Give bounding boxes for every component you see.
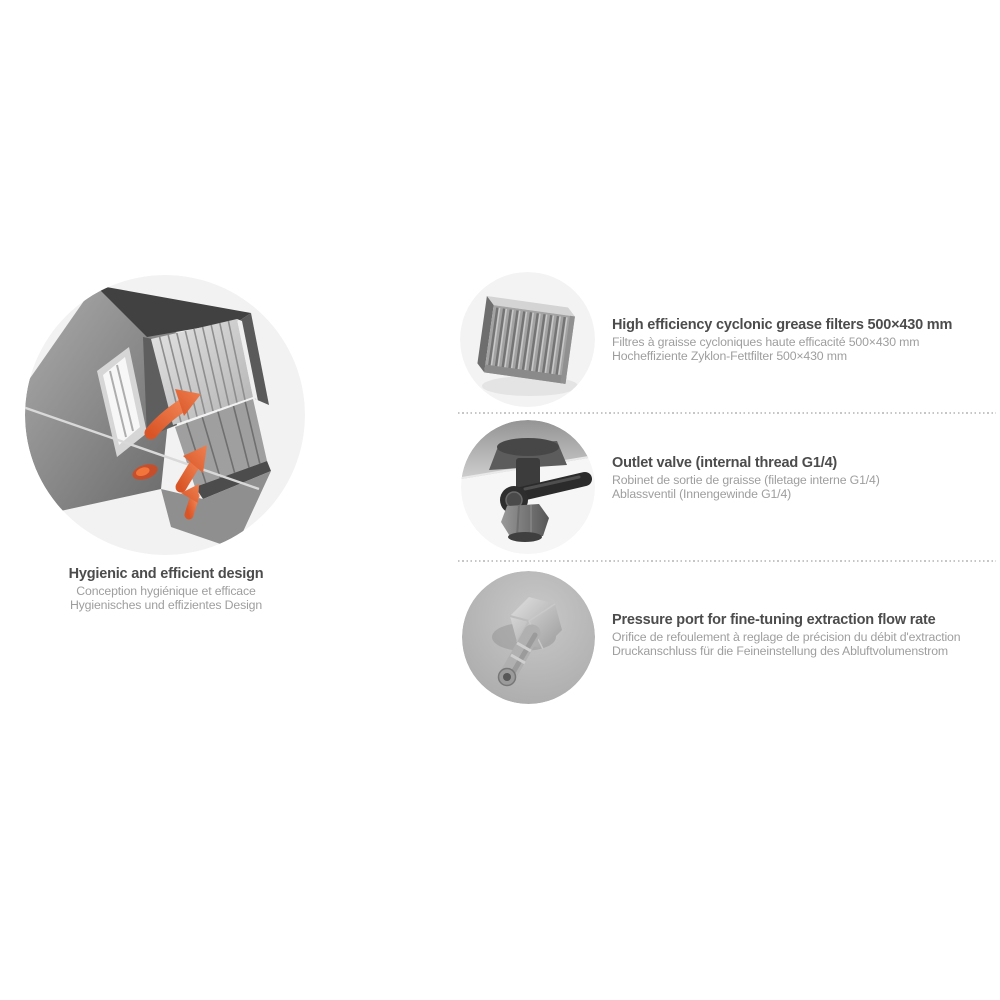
pressure-port-svg: [462, 571, 595, 704]
hero-caption: [18, 566, 314, 612]
pressure-port-photo: [462, 571, 595, 704]
feature-subtitle-de: Ablassventil (Innengewinde G1/4): [612, 486, 792, 501]
hood-airflow-illustration: [25, 275, 305, 555]
feature-subtitle-fr: Filtres à graisse cycloniques haute efficacité 500×430 mm: [612, 335, 920, 349]
feature-title: High efficiency cyclonic grease filters 500×430 mm: [612, 317, 953, 333]
feature-title: Pressure port for fine-tuning extraction flow rate: [612, 612, 936, 628]
grease-filter-svg: [460, 272, 595, 407]
feature-subtitle-fr: Robinet de sortie de graisse (filetage interne G1/4): [612, 473, 880, 487]
hero-subtitle-fr: Conception hygiénique et efficace: [76, 584, 256, 598]
feature-title: Outlet valve (internal thread G1/4): [612, 455, 838, 471]
feature-subtitle-fr: Orifice de refoulement à reglage de précision du débit d'extraction: [612, 630, 961, 644]
dotted-divider: [458, 412, 996, 414]
outlet-valve-photo: [461, 420, 595, 554]
feature-row-grease-filters: [612, 317, 998, 363]
dotted-divider: [458, 560, 996, 562]
feature-subtitle-de: Hocheffiziente Zyklon-Fettfilter 500×430 mm: [612, 348, 847, 363]
hero-subtitle-de: Hygienisches und effizientes Design: [69, 597, 263, 612]
grease-filter-photo: [460, 272, 595, 407]
outlet-valve-svg: [461, 420, 595, 554]
hero-title: Hygienic and efficient design: [68, 566, 264, 582]
feature-subtitle-de: Druckanschluss für die Feineinstellung des Abluftvolumenstrom: [612, 643, 949, 658]
hood-airflow-illustration-svg: [25, 275, 305, 555]
feature-row-outlet-valve: [612, 455, 998, 501]
feature-row-pressure-port: [612, 612, 998, 658]
